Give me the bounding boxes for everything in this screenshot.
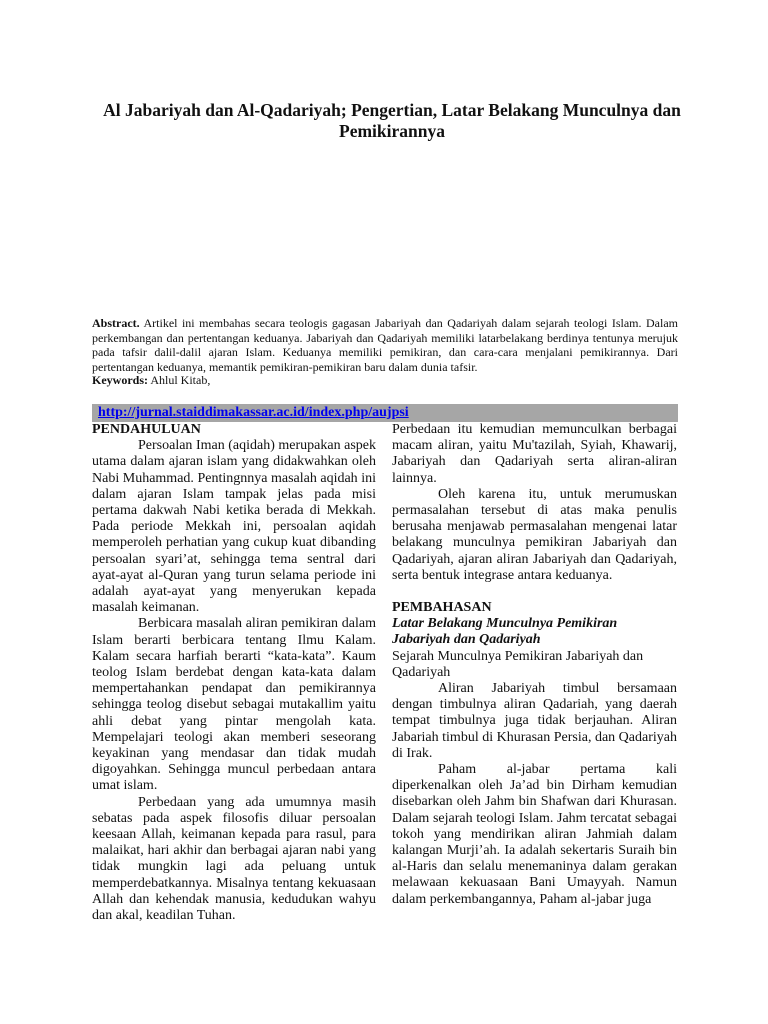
subsection-heading: Latar Belakang Munculnya Pemikiran Jabariyah dan Qadariyah	[392, 616, 618, 648]
paper-title: Al Jabariyah dan Al-Qadariyah; Pengertian, Latar Belakang Munculnya dan Pemikirannya	[103, 100, 681, 141]
paragraph: Berbicara masalah aliran pemikiran dalam Islam berarti berbicara tentang Ilmu Kalam. Kalam secara harfiah berarti “kata-kata”. Kaum teolog Islam berdebat dengan kata-kata dalam mempertahankan pendapat dan pemikirannya sehingga teolog disebut sebagai mutakallim yaitu ahli debat yang pintar mengolah kata. Mempelajari teologi akan memberi seseorang keyakinan yang mendasar dan tidak mudah digoyahkan. Sehingga muncul perbedaan antara umat islam.	[92, 616, 376, 794]
paragraph: Oleh karena itu, untuk merumuskan permasalahan tersebut di atas maka penulis berusaha menjawab permasalahan mengenai latar belakang munculnya pemikiran Jabariyah dan Qadariyah, ajaran aliran Jabariyah dan Qadariyah, serta bentuk integrase antara keduanya.	[392, 486, 677, 583]
paragraph: Aliran Jabariyah timbul bersamaan dengan timbulnya aliran Qadariah, yang daerah tempat timbulnya juga tidak berjauhan. Aliran Jabariah timbul di Khurasan Persia, dan Qadariyah di Irak.	[392, 681, 677, 761]
abstract-label: Abstract.	[92, 316, 140, 330]
right-column	[392, 422, 677, 908]
journal-url-bar	[92, 404, 678, 422]
paragraph: Perbedaan yang ada umumnya masih sebatas pada aspek filosofis diluar persoalan keesaan Allah, keimanan kepada para rasul, para malaikat, hari akhir dan berbagai ajaran nabi yang tidak mungkin lagi ada peluang untuk memperdebatkannya. Misalnya tentang kekuasaan Allah dan kehendak manusia, kedudukan wahyu dan akal, keadilan Tuhan.	[92, 794, 376, 924]
left-column	[92, 422, 376, 924]
keywords	[92, 373, 210, 388]
paragraph: Perbedaan itu kemudian memunculkan berbagai macam aliran, yaitu Mu'tazilah, Syiah, Khawarij, Jabariyah dan Qadariyah serta aliran-aliran lainnya.	[392, 422, 677, 486]
abstract-text: Artikel ini membahas secara teologis gagasan Jabariyah dan Qadariyah dalam sejarah teologi Islam. Dalam perkembangan dan pertentangan keduanya. Jabariyah dan Qadariyah memiliki latarbelakang berdinya tentunya merujuk pada tafsir dalil-dalil ajaran Islam. Keduanya memiliki pemikiran, dan cara-cara menjalani pemikirannya. Dari pertentangan keduanya, memantik pemikiran-pemikiran baru dalam dunia tafsir.	[92, 316, 678, 374]
paragraph: Persoalan Iman (aqidah) merupakan aspek utama dalam ajaran islam yang didakwahkan oleh Nabi Muhammad. Pentingnnya masalah aqidah ini dalam ajaran Islam tampak jelas pada misi pertama dakwah Nabi ketika berada di Mekkah. Pada periode Mekkah ini, persoalan aqidah memperoleh perhatian yang cukup kuat dibanding persoalan syari’at, sehingga tema sentral dari ayat-ayat al-Quran yang turun selama periode ini adalah ayat-ayat yang menyerukan kepada masalah keimanan.	[92, 438, 376, 616]
keywords-label: Keywords:	[92, 373, 148, 387]
section-heading-pembahasan: PEMBAHASAN	[392, 600, 492, 616]
abstract	[92, 316, 678, 374]
keywords-text: Ahlul Kitab,	[150, 373, 211, 387]
journal-url-link[interactable]: http://jurnal.staiddimakassar.ac.id/index.php/aujpsi	[98, 405, 409, 420]
section-heading-pendahuluan: PENDAHULUAN	[92, 422, 201, 437]
subsubsection-heading: Sejarah Munculnya Pemikiran Jabariyah dan Qadariyah	[392, 648, 644, 680]
paragraph: Paham al-jabar pertama kali diperkenalkan oleh Ja’ad bin Dirham kemudian disebarkan oleh Jahm bin Shafwan dari Khurasan. Dalam sejarah teologi Islam. Jahm tercatat sebagai tokoh yang mendirikan aliran Jahmiah dalam kalangan Murji’ah. Ia adalah sekertaris Suraih bin al-Haris dan selalu menemaninya dalam gerakan melawaan kekuasaan Bani Umayyah. Namun dalam perkembangannya, Paham al-jabar juga	[392, 762, 677, 907]
